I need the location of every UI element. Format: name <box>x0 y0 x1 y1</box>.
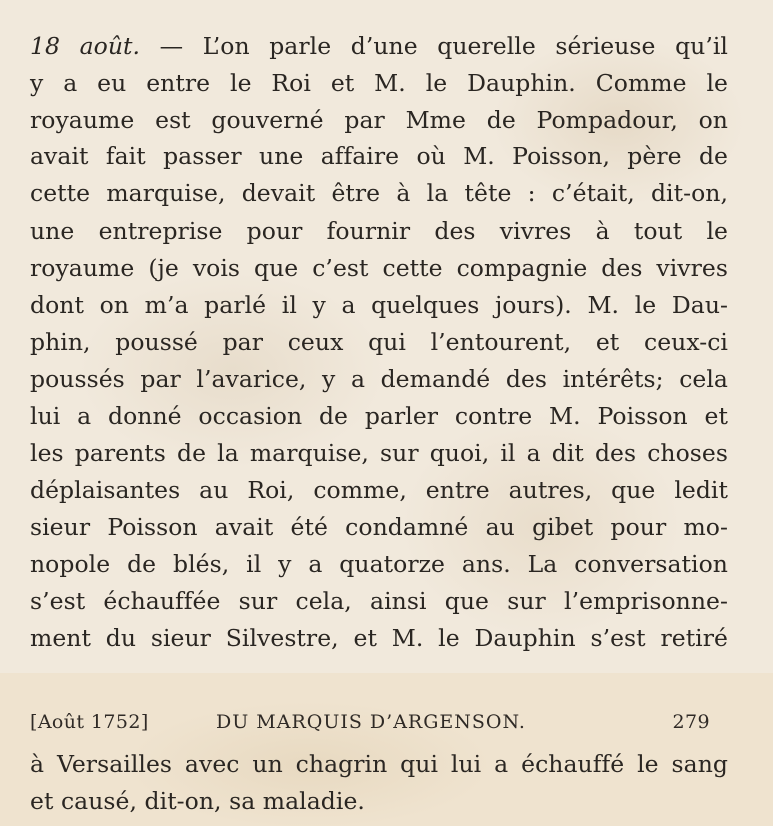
header-title: DU MARQUIS D’ARGENSON. <box>216 711 526 733</box>
header-date: [Août 1752] <box>30 711 149 733</box>
text-line-18: à Versailles avec un chagrin qui lui a échauffé le sang <box>30 750 728 778</box>
text-line-14: sieur Poisson avait été condamné au gibet pour mo- <box>30 513 728 541</box>
text-line-12: les parents de la marquise, sur quoi, il a dit des choses <box>30 439 728 467</box>
text-line-1-body: — L’on parle d’une querelle sérieuse qu’il <box>140 32 728 60</box>
text-line-6: une entreprise pour fournir des vivres à tout le <box>30 217 728 245</box>
text-line-13: déplaisantes au Roi, comme, entre autres, que ledit <box>30 476 728 504</box>
text-line-3: royaume est gouverné par Mme de Pompadour, on <box>30 106 728 134</box>
text-line-1 <box>30 31 728 61</box>
running-header <box>30 707 710 737</box>
text-line-11: lui a donné occasion de parler contre M. Poisson et <box>30 402 728 430</box>
text-line-7: royaume (je vois que c’est cette compagnie des vivres <box>30 254 728 282</box>
text-line-2: y a eu entre le Roi et M. le Dauphin. Comme le <box>30 69 728 97</box>
text-line-8: dont on m’a parlé il y a quelques jours). M. le Dau- <box>30 291 728 319</box>
text-line-15: nopole de blés, il y a quatorze ans. La conversation <box>30 550 728 578</box>
text-line-17: ment du sieur Silvestre, et M. le Dauphin s’est retiré <box>30 624 728 652</box>
text-line-5: cette marquise, devait être à la tête : c’était, dit-on, <box>30 179 728 207</box>
text-line-9: phin, poussé par ceux qui l’entourent, et ceux-ci <box>30 328 728 356</box>
entry-date: 18 août. <box>30 32 141 60</box>
page-number: 279 <box>672 711 710 733</box>
text-line-16: s’est échauffée sur cela, ainsi que sur l’emprisonne- <box>30 587 728 615</box>
text-line-19: et causé, dit-on, sa maladie. <box>30 787 365 815</box>
text-line-10: poussés par l’avarice, y a demandé des intérêts; cela <box>30 365 728 393</box>
text-line-4: avait fait passer une affaire où M. Poisson, père de <box>30 142 728 170</box>
